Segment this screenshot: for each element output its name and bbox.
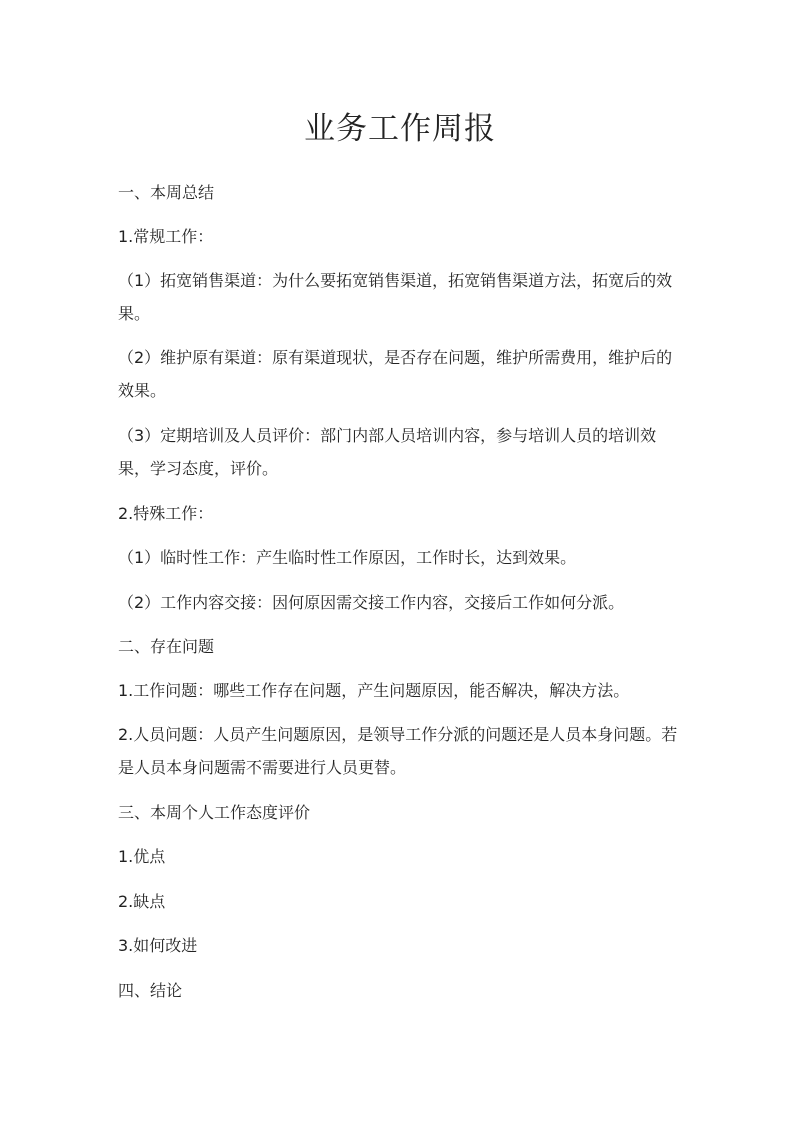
item-weaknesses: 2.缺点: [118, 892, 166, 911]
item-expand-channels: （1）拓宽销售渠道：为什么要拓宽销售渠道，拓宽销售渠道方法，拓宽后的效果。: [118, 271, 673, 323]
item-personnel-problems: 2.人员问题：人员产生问题原因，是领导工作分派的问题还是人员本身问题。若是人员本身问题需不需要进行人员更替。: [118, 725, 678, 777]
section-heading-problems: 二、存在问题: [118, 637, 215, 656]
section-heading-conclusion: 四、结论: [118, 981, 183, 1000]
subheading-routine-work: 1.常规工作：: [118, 227, 214, 246]
document-title: 业务工作周报: [304, 111, 496, 147]
item-strengths: 1.优点: [118, 847, 166, 866]
item-work-problems: 1.工作问题：哪些工作存在问题，产生问题原因，能否解决，解决方法。: [118, 681, 630, 700]
item-maintain-channels: （2）维护原有渠道：原有渠道现状，是否存在问题，维护所需费用，维护后的效果。: [118, 348, 673, 400]
section-heading-attitude: 三、本周个人工作态度评价: [118, 803, 311, 822]
item-work-handover: （2）工作内容交接：因何原因需交接工作内容，交接后工作如何分派。: [118, 593, 625, 612]
item-improvement: 3.如何改进: [118, 936, 198, 955]
item-training-evaluation: （3）定期培训及人员评价：部门内部人员培训内容，参与培训人员的培训效果，学习态度，评价。: [118, 426, 657, 478]
item-temporary-work: （1）临时性工作：产生临时性工作原因，工作时长，达到效果。: [118, 548, 577, 567]
section-heading-summary: 一、本周总结: [118, 183, 215, 202]
subheading-special-work: 2.特殊工作：: [118, 504, 214, 523]
